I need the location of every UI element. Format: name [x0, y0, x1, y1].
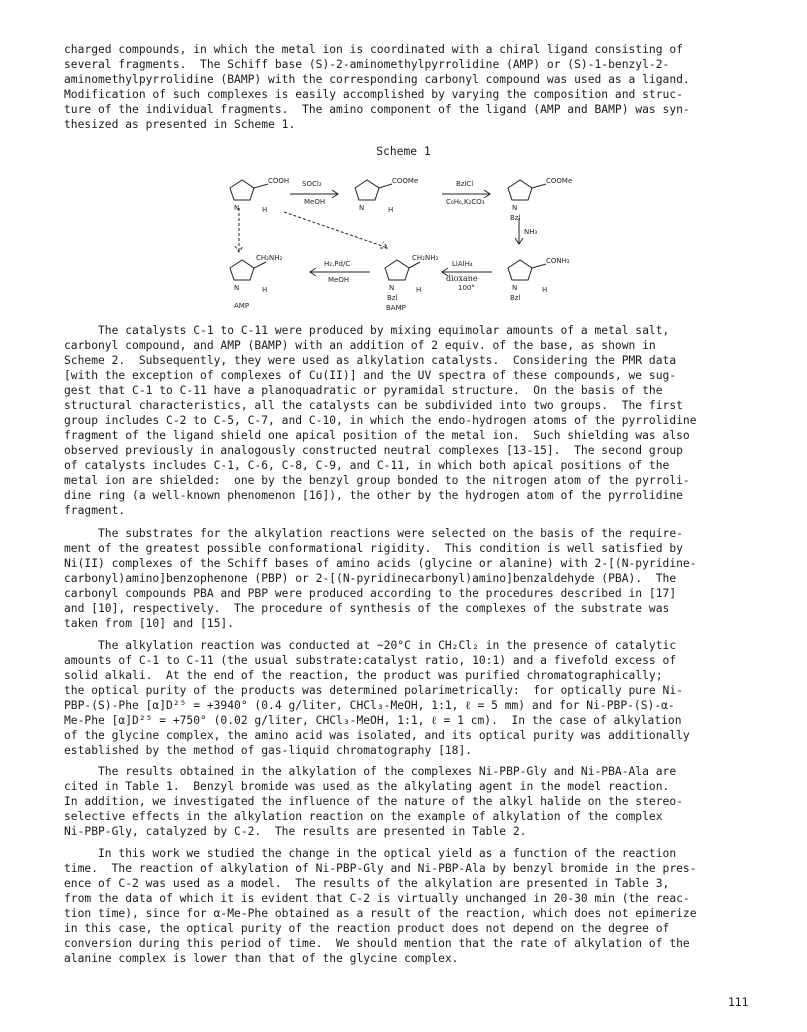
- paragraph-line: gest that C-1 to C-11 have a planoquadratic or pyramidal structure. On the basis of the: [64, 384, 663, 397]
- label-cooh: COOH: [268, 177, 290, 185]
- paragraph-line: conversion during this period of time. We should mention that the rate of alkylation of the: [64, 937, 690, 950]
- label-bzl: Bzl: [387, 294, 398, 302]
- label-n: N: [234, 204, 240, 212]
- page-number: 111: [728, 996, 749, 1009]
- label-n: N: [512, 204, 518, 212]
- label-bamp: BAMP: [386, 304, 406, 312]
- paragraph-line: taken from [10] and [15].: [64, 617, 235, 630]
- label-n: N: [512, 284, 518, 292]
- paragraph-line: established by the method of gas-liquid chromatography [18].: [64, 744, 473, 757]
- pyrrolidine-ring: [230, 180, 254, 200]
- paragraph-line: metal ion are shielded: one by the benzyl group bonded to the nitrogen atom of the pyrroli-: [64, 474, 690, 487]
- paragraph-line: carbonyl compound, and AMP (BAMP) with an addition of 2 equiv. of the base, as shown in: [64, 339, 656, 352]
- paragraph-line: tion time), since for α-Me-Phe obtained as a result of the reaction, which does not epimerize: [64, 907, 697, 920]
- paragraph-line: Modification of such complexes is easily accomplished by varying the composition and struc-: [64, 88, 683, 101]
- paragraph-line: several fragments. The Schiff base (S)-2-aminomethylpyrrolidine (AMP) or (S)-1-benzyl-2-: [64, 58, 670, 71]
- paragraph-line: aminomethylpyrrolidine (BAMP) with the corresponding carbonyl compound was used as a ligand.: [64, 73, 690, 86]
- label-conh2: CONH₂: [546, 257, 570, 265]
- label-n: N: [359, 204, 365, 212]
- bond: [254, 184, 268, 188]
- label-h: H: [388, 206, 394, 214]
- label-lialh4: LiAlH₄: [452, 260, 473, 268]
- paragraph-line: ment of the greatest possible conformational rigidity. This condition is well satisfied by: [64, 542, 683, 555]
- paragraph-line: In addition, we investigated the influence of the nature of the alkyl halide on the stereo-: [64, 795, 683, 808]
- paragraph-line: fragment.: [64, 504, 126, 517]
- label-bzl: Bzl: [510, 214, 521, 222]
- paragraph-line: solid alkali. At the end of the reaction, the product was purified chromatographically;: [64, 669, 663, 682]
- paragraph-line: cited in Table 1. Benzyl bromide was used as the alkylating agent in the model reaction.: [64, 780, 670, 793]
- pyrrolidine-ring: [385, 260, 409, 280]
- paragraph-line: the optical purity of the products was determined polarimetrically: for optically pure Ni-: [64, 684, 683, 697]
- label-h: H: [262, 206, 268, 214]
- bond: [379, 184, 392, 188]
- label-bzlcl: BzlCl: [456, 180, 474, 188]
- label-temperature: 100°: [458, 284, 475, 292]
- reaction-arrow: [310, 268, 370, 276]
- bond: [409, 262, 420, 268]
- paragraph-line: Me-Phe [α]D²⁵ = +750° (0.02 g/liter, CHCl₃-MeOH, 1:1, ℓ = 1 cm). In the case of alkylation: [64, 714, 682, 727]
- paragraph-5: [64, 764, 754, 839]
- label-ch2nh2-left: CH₂NH₂: [256, 254, 283, 262]
- paragraph-line: PBP-(S)-Phe [α]D²⁵ = +3940° (0.4 g/liter, CHCl₃-MeOH, 1:1, ℓ = 5 mm) and for Ni-PBP-(S)-α-: [64, 699, 675, 712]
- paragraph-line: time. The reaction of alkylation of Ni-PBP-Gly and Ni-PBP-Ala by benzyl bromide in the pres-: [64, 862, 697, 875]
- pyrrolidine-ring: [508, 180, 532, 200]
- bond: [254, 262, 266, 268]
- paragraph-line: The catalysts C-1 to C-11 were produced by mixing equimolar amounts of a metal salt,: [64, 324, 670, 337]
- paragraph-line: group includes C-2 to C-5, C-7, and C-10, in which the endo-hydrogen atoms of the pyrrolidine: [64, 414, 697, 427]
- paragraph-line: thesized as presented in Scheme 1.: [64, 118, 296, 131]
- reaction-arrow: [442, 190, 490, 198]
- bond: [532, 264, 546, 268]
- label-h2-pd-c: H₂,Pd/C: [324, 260, 351, 268]
- paragraph-6: [64, 846, 754, 966]
- label-nh3: NH₃: [524, 228, 538, 236]
- label-ch2nh2-mid: CH₂NH₂: [412, 254, 439, 262]
- paragraph-line: of the glycine complex, the amino acid was isolated, and its optical purity was additionally: [64, 729, 690, 742]
- paragraph-line: [with the exception of complexes of Cu(II)] and the UV spectra of these compounds, we sug-: [64, 369, 677, 382]
- paragraph-line: charged compounds, in which the metal ion is coordinated with a chiral ligand consisting of: [64, 43, 683, 56]
- reaction-arrow: [290, 190, 338, 198]
- label-n: N: [234, 284, 240, 292]
- paragraph-line: The results obtained in the alkylation of the complexes Ni-PBP-Gly and Ni-PBA-Ala are: [64, 765, 677, 778]
- paragraph-4: [64, 638, 754, 758]
- paragraph-line: Ni-PBP-Gly, catalyzed by C-2. The results are presented in Table 2.: [64, 825, 527, 838]
- paragraph-line: dine ring (a well-known phenomenon [16]), the other by the hydrogen atom of the pyrrolidine: [64, 489, 683, 502]
- label-amp: AMP: [234, 302, 250, 310]
- paragraph-line: ence of C-2 was used as a model. The results of the alkylation are presented in Table 3,: [64, 877, 670, 890]
- paragraph-line: In this work we studied the change in the optical yield as a function of the reaction: [64, 847, 677, 860]
- paragraph-line: The substrates for the alkylation reactions were selected on the basis of the require-: [64, 527, 683, 540]
- label-h: H: [542, 286, 548, 294]
- paragraph-line: from the data of which it is evident that C-2 is virtually unchanged in 20-30 min (the reac-: [64, 892, 690, 905]
- label-coome: COOMe: [392, 177, 419, 185]
- paragraph-line: and [10], respectively. The procedure of synthesis of the complexes of the substrate was: [64, 602, 670, 615]
- paragraph-line: Ni(II) complexes of the Schiff bases of amino acids (glycine or alanine) with 2-[(N-pyridine-: [64, 557, 697, 570]
- pyrrolidine-ring: [230, 260, 254, 280]
- scheme-title: Scheme 1: [376, 145, 431, 158]
- label-bzl: Bzl: [510, 294, 521, 302]
- reaction-scheme-svg: [220, 168, 600, 318]
- paragraph-3: [64, 526, 754, 631]
- paragraph-line: ture of the individual fragments. The amino component of the ligand (AMP and BAMP) was syn-: [64, 103, 690, 116]
- paragraph-line: structural characteristics, all the catalysts can be subdivided into two groups. The first: [64, 399, 683, 412]
- paragraph-line: amounts of C-1 to C-11 (the usual substrate:catalyst ratio, 10:1) and a fivefold excess of: [64, 654, 677, 667]
- paragraph-line: fragment of the ligand shield one apical position of the metal ion. Such shielding was also: [64, 429, 690, 442]
- label-h: H: [262, 286, 268, 294]
- reaction-arrow: [235, 208, 243, 252]
- paragraph-line: The alkylation reaction was conducted at ~20°C in CH₂Cl₂ in the presence of catalytic: [64, 639, 677, 652]
- label-h: H: [416, 286, 422, 294]
- paragraph-line: Scheme 2. Subsequently, they were used as alkylation catalysts. Considering the PMR data: [64, 354, 677, 367]
- scheme-1-diagram: [220, 168, 600, 318]
- pyrrolidine-ring: [355, 180, 379, 200]
- paragraph-line: alanine complex is lower than that of the glycine complex.: [64, 952, 459, 965]
- paragraph-line: selective effects in the alkylation reaction on the example of alkylation of the complex: [64, 810, 663, 823]
- label-coome-2: COOMe: [546, 177, 573, 185]
- bond: [532, 184, 546, 188]
- label-socl2: SOCl₂: [302, 180, 322, 188]
- paragraph-line: carbonyl)amino]benzophenone (PBP) or 2-[(N-pyridinecarbonyl)amino]benzaldehyde (PBA). The: [64, 572, 677, 585]
- paragraph-1: [64, 42, 754, 132]
- label-meoh-1: MeOH: [304, 198, 326, 206]
- paragraph-line: in this case, the optical purity of the reaction product does not depend on the degree of: [64, 922, 670, 935]
- paragraph-2: [64, 323, 754, 518]
- label-meoh-2: MeOH: [328, 276, 350, 284]
- pyrrolidine-ring: [508, 260, 532, 280]
- paragraph-line: of catalysts includes C-1, C-6, C-8, C-9, and C-11, in which both apical positions of the: [64, 459, 670, 472]
- reaction-arrow: [284, 212, 388, 248]
- label-n: N: [389, 284, 395, 292]
- paragraph-line: carbonyl compounds PBA and PBP were produced according to the procedures described in [17]: [64, 587, 677, 600]
- label-c6h6-k2co3: C₆H₆,K₂CO₃: [446, 198, 485, 206]
- label-dioxane: dioxane: [446, 274, 478, 283]
- paragraph-line: observed previously in analogously constructed neutral complexes [13-15]. The second group: [64, 444, 683, 457]
